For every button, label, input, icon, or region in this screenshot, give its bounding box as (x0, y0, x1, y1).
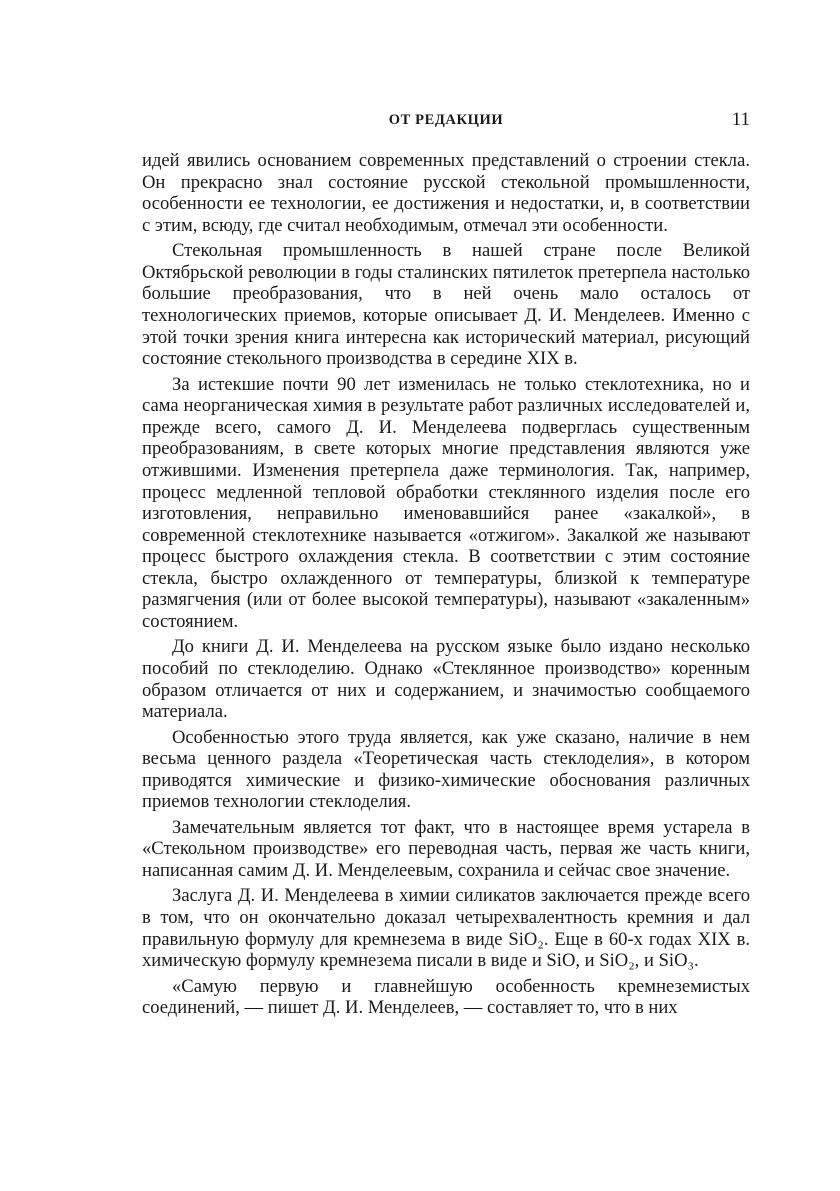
paragraph-terminology-changes: За истекшие почти 90 лет изменилась не только стеклотехника, но и сама неорганическая химия в результате работ различных исследователей и, прежде всего, самого Д. И. Менделеева подверглась существенным преобразованиям, в свете которых многие представления являются уже отжившими. Изменения претерпела даже терминология. Так, например, процесс медленной тепловой обработки стеклянного изделия после его изготовления, неправильно именовавшийся ранее «закалкой», в современной стеклотехнике называется «отжигом». Закалкой же называют процесс быстрого охлаждения стекла. В соответствии с этим состояние стекла, быстро охлажденного от температуры, близкой к температуре размягчения (или от более высокой температуры), называют «закаленным» состоянием. (142, 373, 750, 633)
paragraph-theoretical-part: Особенностью этого труда является, как уже сказано, наличие в нем весьма ценного раздела «Теоретическая часть стеклоделия», в котором приводятся химические и физико-химические обоснования различных приемов технологии стеклоделия. (142, 726, 750, 813)
page-number: 11 (731, 109, 750, 130)
running-head (142, 109, 750, 136)
paragraph-industry-history: Стекольная промышленность в нашей стране после Великой Октябрьской революции в годы сталинских пятилеток претерпела настолько большие преобразования, что в ней очень мало осталось от технологических приемов, которые описывает Д. И. Менделеев. Именно с этой точки зрения книга интересна как исторический материал, рисующий состояние стекольного производства в середине XIX в. (142, 240, 750, 370)
running-title: ОТ РЕДАКЦИИ (388, 112, 504, 128)
paragraph-continuation: идей явились основанием современных представлений о строении стекла. Он прекрасно знал состояние русской стекольной промышленности, особенности ее технологии, ее достижения и недостатки, и, в соответствии с этим, всюду, где считал необходимым, отмечал эти особенности. (142, 150, 750, 236)
paragraph-silica-formula: Заслуга Д. И. Менделеева в химии силикатов заключается прежде всего в том, что он окончательно доказал четырехвалентность кремния и дал правильную формулу для кремнезема в виде SiO₂. Еще в 60-х годах XIX в. химическую формулу кремнезема писали в виде и SiO, и SiO₂, и SiO₃. (142, 885, 750, 972)
paragraph-quotation: «Самую первую и главнейшую особенность кремнеземистых соединений, — пишет Д. И. Менделеев, — составляет то, что в них (142, 975, 750, 1019)
paragraph-translated-part: Замечательным является тот факт, что в настоящее время устарела в «Стекольном производстве» его переводная часть, первая же часть книги, написанная самим Д. И. Менделеевым, сохранила и сейчас свое значение. (142, 816, 750, 881)
body-text (142, 150, 750, 1023)
paragraph-earlier-manuals: До книги Д. И. Менделеева на русском языке было издано несколько пособий по стеклоделию. Однако «Стеклянное производство» коренным образом отличается от них и содержанием, и значимостью сообщаемого материала. (142, 636, 750, 723)
